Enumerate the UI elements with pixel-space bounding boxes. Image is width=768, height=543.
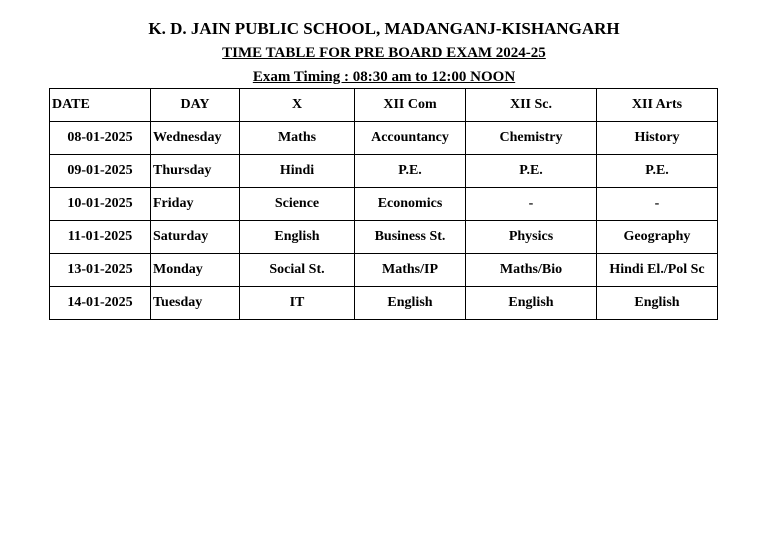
xii-sc-subject-cell: - (466, 188, 597, 221)
exam-title: TIME TABLE FOR PRE BOARD EXAM 2024-25 (222, 45, 546, 61)
date-cell: 13-01-2025 (50, 254, 151, 287)
xii-sc-subject-cell: Physics (466, 221, 597, 254)
xii-sc-subject-cell: Chemistry (466, 122, 597, 155)
table-row (50, 188, 718, 221)
date-cell: 11-01-2025 (50, 221, 151, 254)
column-header-date: DATE (50, 89, 151, 122)
xii-com-subject-cell: Maths/IP (355, 254, 466, 287)
class-x-subject-cell: Maths (240, 122, 355, 155)
class-x-subject-cell: Hindi (240, 155, 355, 188)
class-x-subject-cell: English (240, 221, 355, 254)
day-cell: Wednesday (151, 122, 240, 155)
class-x-subject-cell: Science (240, 188, 355, 221)
date-cell: 14-01-2025 (50, 287, 151, 320)
column-header-xii-sc: XII Sc. (466, 89, 597, 122)
xii-com-subject-cell: Business St. (355, 221, 466, 254)
day-cell: Monday (151, 254, 240, 287)
table-row (50, 155, 718, 188)
table-row (50, 221, 718, 254)
xii-arts-subject-cell: Geography (597, 221, 718, 254)
date-cell: 08-01-2025 (50, 122, 151, 155)
exam-timetable (49, 88, 718, 320)
table-row (50, 254, 718, 287)
xii-sc-subject-cell: English (466, 287, 597, 320)
xii-com-subject-cell: P.E. (355, 155, 466, 188)
date-cell: 10-01-2025 (50, 188, 151, 221)
column-header-xii-com: XII Com (355, 89, 466, 122)
exam-timing: Exam Timing : 08:30 am to 12:00 NOON (252, 69, 516, 85)
xii-sc-subject-cell: Maths/Bio (466, 254, 597, 287)
table-row (50, 122, 718, 155)
table-header-row (50, 89, 718, 122)
xii-arts-subject-cell: P.E. (597, 155, 718, 188)
xii-arts-subject-cell: History (597, 122, 718, 155)
class-x-subject-cell: Social St. (240, 254, 355, 287)
school-name: K. D. JAIN PUBLIC SCHOOL, MADANGANJ-KISHANGARH (148, 19, 620, 38)
column-header-day: DAY (151, 89, 240, 122)
table-row (50, 287, 718, 320)
xii-arts-subject-cell: English (597, 287, 718, 320)
day-cell: Thursday (151, 155, 240, 188)
xii-com-subject-cell: English (355, 287, 466, 320)
day-cell: Saturday (151, 221, 240, 254)
column-header-class-x: X (240, 89, 355, 122)
date-cell: 09-01-2025 (50, 155, 151, 188)
day-cell: Tuesday (151, 287, 240, 320)
class-x-subject-cell: IT (240, 287, 355, 320)
xii-arts-subject-cell: - (597, 188, 718, 221)
xii-sc-subject-cell: P.E. (466, 155, 597, 188)
xii-com-subject-cell: Accountancy (355, 122, 466, 155)
day-cell: Friday (151, 188, 240, 221)
xii-arts-subject-cell: Hindi El./Pol Sc (597, 254, 718, 287)
xii-com-subject-cell: Economics (355, 188, 466, 221)
column-header-xii-arts: XII Arts (597, 89, 718, 122)
